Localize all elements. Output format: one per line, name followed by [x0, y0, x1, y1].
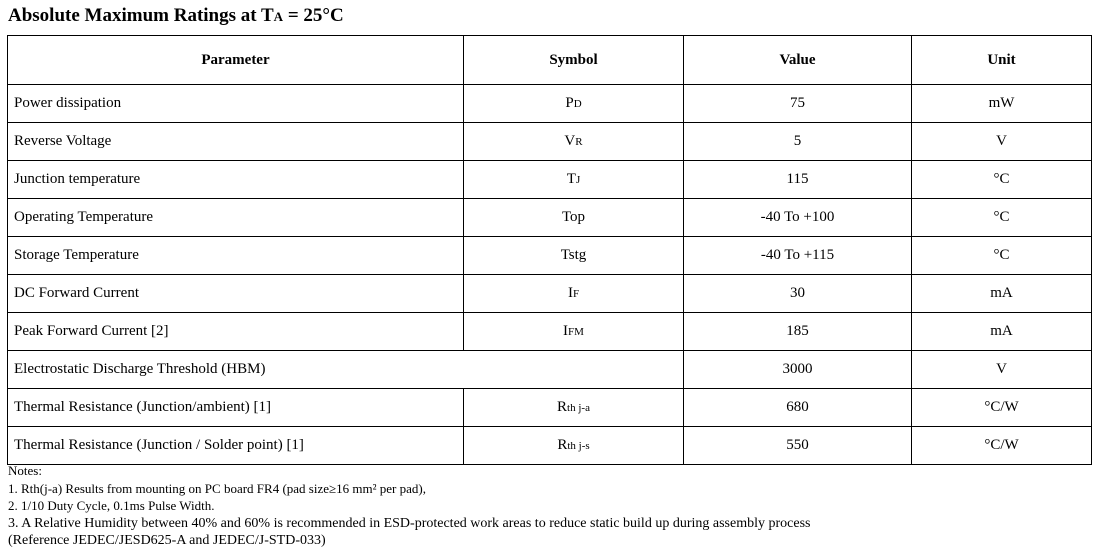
table-row [8, 275, 1092, 313]
cell-symbol [464, 389, 684, 427]
symbol-main: R [557, 437, 568, 453]
table-row [8, 313, 1092, 351]
symbol-sub: D [573, 98, 582, 110]
symbol-sub: th j-a [567, 402, 590, 414]
page-title [8, 3, 344, 30]
symbol-main: R [557, 399, 568, 415]
cell-symbol [464, 199, 684, 237]
symbol-main: I [567, 285, 573, 301]
cell-symbol [464, 427, 684, 465]
table-row [8, 161, 1092, 199]
cell-unit: V [912, 123, 1092, 161]
table-row [8, 123, 1092, 161]
cell-symbol [464, 85, 684, 123]
cell-parameter: Power dissipation [8, 85, 464, 123]
cell-symbol [464, 275, 684, 313]
cell-value: -40 To +115 [684, 237, 912, 275]
cell-parameter: Thermal Resistance (Junction/ambient) [1] [8, 389, 464, 427]
note-line: (Reference JEDEC/JESD625-A and JEDEC/J-STD-033) [8, 533, 326, 548]
symbol-main: Top [561, 209, 586, 225]
symbol-sub: th j-s [567, 440, 590, 452]
cell-value: 5 [684, 123, 912, 161]
note-line: 2. 1/10 Duty Cycle, 0.1ms Pulse Width. [8, 498, 215, 513]
cell-unit: V [912, 351, 1092, 389]
cell-parameter: Storage Temperature [8, 237, 464, 275]
cell-parameter: Operating Temperature [8, 199, 464, 237]
table-row [8, 237, 1092, 275]
ratings-table [7, 35, 1092, 465]
cell-value: 30 [684, 275, 912, 313]
cell-value: 550 [684, 427, 912, 465]
cell-parameter-merged: Electrostatic Discharge Threshold (HBM) [8, 351, 684, 389]
cell-value: 3000 [684, 351, 912, 389]
cell-symbol [464, 237, 684, 275]
title-subscript: A [273, 9, 284, 24]
cell-unit: mA [912, 275, 1092, 313]
table-row [8, 427, 1092, 465]
cell-value: -40 To +100 [684, 199, 912, 237]
header-value: Value [684, 36, 912, 85]
table-row [8, 351, 1092, 389]
table-row [8, 85, 1092, 123]
cell-symbol [464, 123, 684, 161]
notes-heading: Notes: [8, 463, 42, 478]
symbol-sub: F [572, 288, 580, 300]
cell-parameter: DC Forward Current [8, 275, 464, 313]
cell-unit: mW [912, 85, 1092, 123]
title-suffix: = 25°C [283, 5, 344, 26]
cell-unit: °C/W [912, 427, 1092, 465]
symbol-main: T [566, 171, 576, 187]
table-row [8, 199, 1092, 237]
symbol-main: P [565, 95, 574, 111]
cell-unit: °C/W [912, 389, 1092, 427]
cell-parameter: Reverse Voltage [8, 123, 464, 161]
note-line: 3. A Relative Humidity between 40% and 60% is recommended in ESD-protected work areas to reduce static build up during assembly process [8, 515, 811, 531]
cell-unit: °C [912, 199, 1092, 237]
note-line: 1. Rth(j-a) Results from mounting on PC board FR4 (pad size≥16 mm² per pad), [8, 480, 426, 496]
cell-value: 75 [684, 85, 912, 123]
cell-parameter: Thermal Resistance (Junction / Solder point) [1] [8, 427, 464, 465]
notes-section [8, 462, 810, 550]
cell-symbol [464, 161, 684, 199]
cell-unit: mA [912, 313, 1092, 351]
cell-unit: °C [912, 237, 1092, 275]
header-symbol: Symbol [464, 36, 684, 85]
cell-parameter: Junction temperature [8, 161, 464, 199]
cell-parameter: Peak Forward Current [2] [8, 313, 464, 351]
cell-value: 680 [684, 389, 912, 427]
title-prefix: Absolute Maximum Ratings at T [8, 5, 274, 26]
symbol-sub: FM [568, 326, 584, 338]
symbol-main: Tstg [560, 247, 587, 263]
symbol-sub: J [575, 174, 581, 186]
cell-value: 185 [684, 313, 912, 351]
symbol-main: V [564, 133, 576, 149]
cell-symbol [464, 313, 684, 351]
header-unit: Unit [912, 36, 1092, 85]
cell-unit: °C [912, 161, 1092, 199]
table-header-row [8, 36, 1092, 85]
table-row [8, 389, 1092, 427]
header-parameter: Parameter [8, 36, 464, 85]
symbol-main: I [563, 323, 569, 339]
cell-value: 115 [684, 161, 912, 199]
symbol-sub: R [575, 136, 583, 148]
